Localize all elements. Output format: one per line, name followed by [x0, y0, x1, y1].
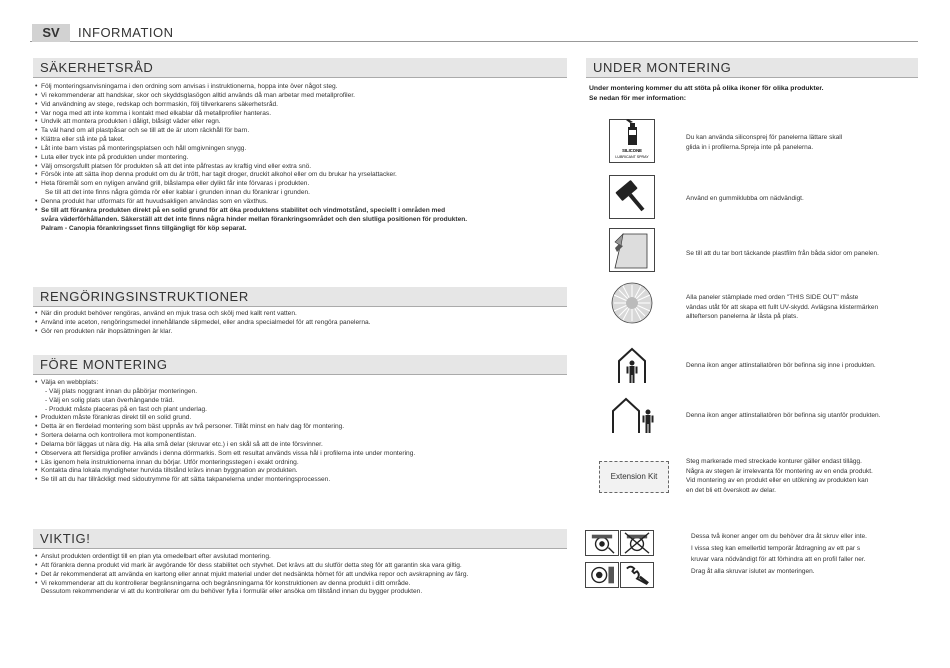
silicone-spray-icon	[609, 119, 655, 163]
list-item: • Ta väl hand om all plastpåsar och se till att de är utom räckhåll för barn.	[35, 127, 467, 136]
list-item: • Detta är en flerdelad montering som bäst uppnås av två personer. Tillåt minst en halv dag för montering.	[35, 423, 415, 432]
installer-outside-icon	[609, 393, 659, 437]
spray-text-line: Du kan använda siliconsprej för panelerna lättare skall	[686, 134, 843, 141]
this-side-out-text	[686, 293, 878, 322]
screw-tighten-icon	[585, 530, 619, 556]
list-item: Palram - Canopia förankringsset finns tillgängligt för köp separat.	[41, 224, 247, 232]
extension-line: Några av stegen är irrelevanta för montering av en enda produkt.	[686, 467, 873, 475]
list-item: svåra väderförhållanden. Säkerställ att det inte finns några hinder mellan förankringsområdet och den slutliga positionen för produkten.	[41, 215, 468, 223]
screw-line: I vissa steg kan emellertid temporär åtdragning av ett par s	[691, 544, 861, 552]
list-item: • Följ monteringsanvisningarna i den ordning som anvisas i instruktionerna, hoppa inte över något steg.	[35, 83, 467, 92]
this-side-out-line: Alla paneler stämplade med orden "THIS SIDE OUT" måste	[686, 294, 859, 301]
no-screw-icon	[620, 530, 654, 556]
list-item: • Välja en webbplats:	[35, 379, 415, 388]
page-title: INFORMATION	[78, 25, 174, 40]
before-heading: FÖRE MONTERING	[33, 355, 567, 375]
list-item: • Vi rekommenderar att handskar, skor och skyddsglasögon alltid används då man arbetar med metallprofiler.	[35, 92, 467, 101]
screw-line: Drag åt alla skruvar islutet av monteringen.	[691, 567, 815, 575]
spray-text	[686, 133, 842, 152]
list-item: - Produkt måste placeras på en fast och plant underlag.	[45, 405, 208, 413]
safety-list	[35, 83, 467, 233]
list-item: • Observera att flersidiga profiler används i denna dörrmarkis. Som ett resultat används vissa hål i profilerna inte under montering.	[35, 450, 415, 459]
mounting-intro	[589, 84, 824, 104]
screw-line: Dessa två ikoner anger om du behöver dra åt skruv eller inte.	[691, 533, 867, 540]
mounting-heading: UNDER MONTERING	[586, 58, 918, 78]
mounting-intro-line1: Under montering kommer du att stöta på olika ikoner för olika produkter.	[589, 85, 824, 92]
list-item: • Gör ren produkten när ihopsättningen är klar.	[35, 328, 371, 337]
rubber-mallet-icon	[609, 175, 655, 219]
this-side-out-icon	[609, 281, 655, 325]
list-item: • Denna produkt har utformats för att huvudsakligen användas som en växthus.	[35, 198, 467, 207]
installer-outside-text: Denna ikon anger attinstallatören bör befinna sig utanför produkten.	[686, 412, 881, 419]
extension-line: Steg markerade med streckade konturer gäller endast tillägg.	[686, 458, 862, 465]
list-item: • När din produkt behöver rengöras, använd en mjuk trasa och skölj med kallt rent vatten.	[35, 310, 371, 319]
this-side-out-line: vändas utåt för att skapa ett fullt UV-skydd. Avlägsna klistermärken	[686, 303, 879, 311]
list-item: • Försök inte att sätta ihop denna produkt om du är trött, har tagit droger, druckit alkohol eller om du brukar ha yrselattacker.	[35, 171, 467, 180]
spray-label-bottom: LUBRICANT SPRAY	[615, 155, 649, 159]
screw-line: kruvar vara nödvändigt för att förhindra att en profil faller ner.	[691, 556, 866, 563]
extension-line: en det bli ett överskott av delar.	[686, 486, 776, 494]
list-item: • Vi rekommenderar att du kontrollerar begränsningarna och begränsningarna för konstruktionen av denna produkt i ditt område.	[35, 580, 468, 589]
this-side-out-line: alltefterson panelerna är låsta på plats.	[686, 313, 799, 320]
list-item: • Luta eller tryck inte på produkten under montering.	[35, 154, 467, 163]
spray-label-top: SILICONE	[622, 148, 642, 153]
installer-inside-text: Denna ikon anger attinstallatören bör befinna sig inne i produkten.	[686, 362, 876, 369]
cleaning-list	[35, 310, 371, 337]
wrench-icon	[620, 562, 654, 588]
extension-line: Vid montering av en produkt eller en utökning av produkten kan	[686, 477, 869, 484]
list-item: • Anslut produkten ordentligt till en plan yta omedelbart efter avslutad montering.	[35, 553, 468, 562]
list-item: - Välj en solig plats utan överhängande träd.	[45, 396, 175, 404]
list-item: • Kontakta dina lokala myndigheter hurvida tillstånd krävs innan byggnation av produkten.	[35, 467, 415, 476]
list-item: • Klättra eller stå inte på taket.	[35, 136, 467, 145]
safety-heading: SÄKERHETSRÅD	[33, 58, 567, 78]
header-bar	[30, 24, 918, 42]
list-item: • Vid användning av stege, redskap och borrmaskin, följ tillverkarens säkerhetsråd.	[35, 101, 467, 110]
list-item: • Heta föremål som en nyligen använd grill, blåslampa eller dylikt får inte förvaras i produkten.	[35, 180, 467, 189]
before-list	[35, 379, 415, 485]
peel-film-text: Se till att du tar bort täckande plastfilm från båda sidor om panelen.	[686, 250, 879, 257]
extension-kit-label: Extension Kit	[610, 472, 658, 481]
extension-kit-text	[686, 457, 873, 495]
list-item: • Produkten måste förankras direkt till en solid grund.	[35, 414, 415, 423]
list-item: • Låt inte barn vistas på monteringsplatsen och håll omgivningen snygg.	[35, 145, 467, 154]
mounting-intro-line2: Se nedan för mer information:	[589, 95, 687, 102]
screw-step-icon	[585, 562, 619, 588]
important-list	[35, 553, 468, 597]
spray-text-line: glida in i profilerna.Spreja inte på panelerna.	[686, 143, 814, 151]
important-heading: VIKTIG!	[33, 529, 567, 549]
list-item: Dessutom rekommenderar vi att du kontrollerar om du behöver fylla i formulär eller ansöka om tillstånd innan du bygger produkten.	[41, 588, 423, 596]
list-item: • Delarna bör läggas ut nära dig. Ha alla små delar (skruvar etc.) i en skål så att de inte försvinner.	[35, 441, 415, 450]
list-item: • Läs igenom hela instruktionerna innan du börjar. Utför monteringsstegen i exakt ordning.	[35, 459, 415, 468]
list-item: • Undvik att montera produkten i dåligt, blåsigt väder eller regn.	[35, 118, 467, 127]
list-item: • Var noga med att inte komma i kontakt med elkablar då metallprofiler hanteras.	[35, 110, 467, 119]
extension-kit-icon	[599, 461, 669, 493]
mallet-text: Använd en gummiklubba om nädvändigt.	[686, 195, 804, 202]
list-item: • Använd inte aceton, rengöringsmedel innehållande slipmedel, eller andra specialmedel för att rengöra panelerna.	[35, 319, 371, 328]
list-item: • Se till att du har tillräckligt med sidoutrymme för att sätta takpanelerna under monteringsprocessen.	[35, 476, 415, 485]
list-item: • Se till att förankra produkten direkt på en solid grund för att öka produktens stabilitet och vindmotstånd, speciellt i områden med	[35, 207, 467, 216]
cleaning-heading: RENGÖRINGSINSTRUKTIONER	[33, 287, 567, 307]
list-item: Se till att det inte finns några gömda rör eller kablar i grunden innan du förankrar i grunden.	[45, 189, 311, 197]
peel-film-icon	[609, 228, 655, 272]
screw-text	[691, 531, 867, 577]
list-item: • Att förankra denna produkt vid mark är avgörande för dess stabilitet och styvhet. Det krävs att du slutför detta steg för att garantin ska vara giltig.	[35, 562, 468, 571]
list-item: • Sortera delarna och kontrollera mot komponentlistan.	[35, 432, 415, 441]
installer-inside-icon	[609, 343, 655, 387]
list-item: - Välj plats noggrant innan du påbörjar monteringen.	[45, 387, 198, 395]
list-item: • Det är rekommenderat att använda en kartong eller annat mjukt material under det nedsänkta hörnet för att undvika repor och avskrapning av färg.	[35, 571, 468, 580]
list-item: • Välj omsorgsfullt platsen för produkten så att det inte påfrestas av kraftig vind eller extra snö.	[35, 163, 467, 172]
language-badge: SV	[32, 24, 70, 42]
